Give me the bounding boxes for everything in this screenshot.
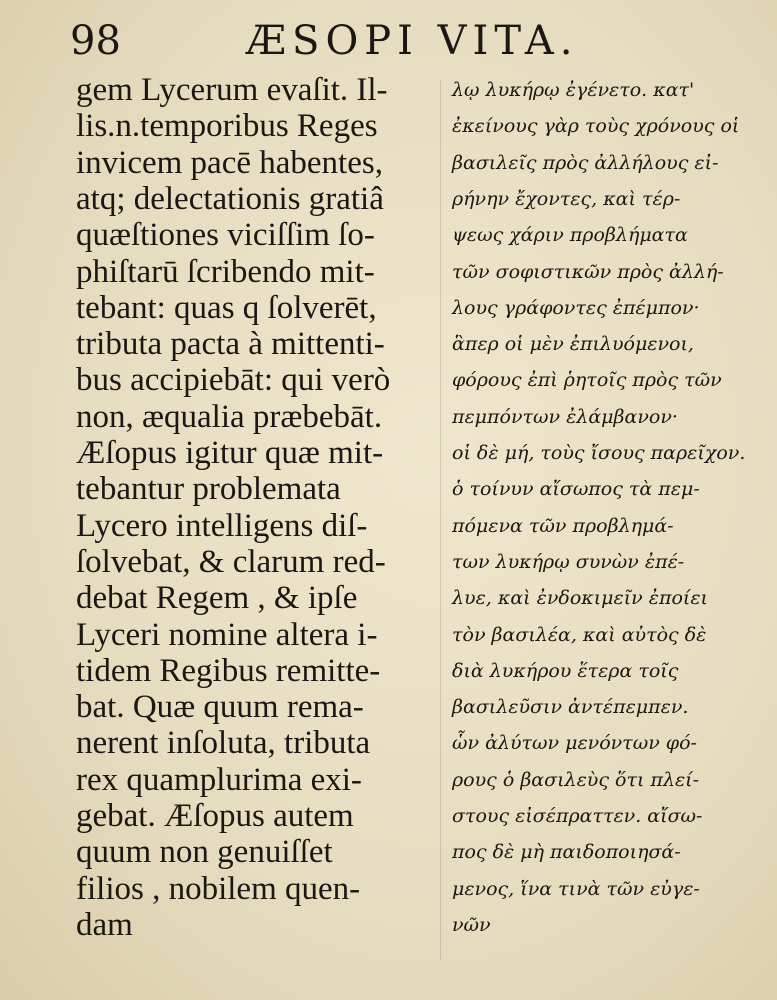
latin-text-line: rex quamplurima exi- <box>76 761 362 798</box>
greek-text-line: λυε, καὶ ἐνδοκιμεῖν ἐποίει <box>452 587 708 610</box>
latin-text-line: lis.n.temporibus Reges <box>76 108 378 145</box>
greek-text-line: τὸν βασιλέα, καὶ αὐτὸς δὲ <box>452 623 707 646</box>
latin-text-line: nerent inſoluta, tributa <box>76 725 371 762</box>
greek-text-line: νῶν <box>452 913 491 936</box>
greek-text-line: ἐκείνους γὰρ τοὺς χρόνους οἱ <box>452 115 740 138</box>
latin-text-line: Lyceri nomine altera i- <box>76 616 378 653</box>
latin-text-line: phiſtarū ſcribendo mit- <box>76 253 375 290</box>
greek-text-line: ρήνην ἔχοντες, καὶ τέρ- <box>452 187 681 210</box>
greek-text-line: οἱ δὲ μή, τοὺς ἴσους παρεῖχον. <box>452 442 746 464</box>
greek-text-line: ἃπερ οἱ μὲν ἐπιλυόμενοι, <box>452 333 694 356</box>
latin-text-line: tidem Regibus remitte- <box>76 652 381 689</box>
latin-text-line: quæſtiones viciſſim ſo- <box>76 217 375 254</box>
greek-text-line: ὧν ἀλύτων μενόντων φό- <box>452 732 697 755</box>
page-header <box>70 14 610 68</box>
page-number: 98 <box>70 18 121 64</box>
greek-text-line: πεμπόντων ἐλάμβανον· <box>452 405 678 428</box>
greek-text-line: των λυκήρῳ συνὼν ἐπέ- <box>452 550 685 573</box>
latin-text-line: ſolvebat, & clarum red- <box>76 543 386 580</box>
latin-text-line: bus accipiebāt: qui verò <box>76 362 391 399</box>
greek-text-line: πόμενα τῶν προβλημά- <box>452 514 674 537</box>
latin-text-line: gem Lycerum evaſit. Il- <box>76 72 388 108</box>
greek-text-line: βασιλεῦσιν ἀντέπεμπεν. <box>452 696 689 719</box>
latin-text-line: tebantur problemata <box>76 471 341 508</box>
latin-text-line: gebat. Æſopus autem <box>76 798 354 834</box>
latin-text-line: invicem pacē habentes, <box>76 144 383 181</box>
latin-text-line: Lycero intelligens diſ- <box>76 507 368 544</box>
greek-text-line: βασιλεῖς πρὸς ἀλλήλους εἰ- <box>452 151 719 174</box>
latin-text-line: dam <box>76 906 133 943</box>
latin-text-line: quum non genuiſſet <box>76 834 333 871</box>
greek-text-line: λῳ λυκήρῳ ἐγένετο. κατ' <box>452 79 695 101</box>
greek-text-line: μενος, ἵνα τινὰ τῶν εὐγε- <box>452 877 700 900</box>
greek-text-line: φόρους ἐπὶ ῥητοῖς πρὸς τῶν <box>452 369 722 392</box>
latin-text-line: tributa pacta à mittenti- <box>76 326 385 363</box>
latin-text-line: Æſopus igitur quæ mit- <box>76 435 384 471</box>
latin-text-line: tebant: quas q ſolverēt, <box>76 289 377 326</box>
running-title: ÆSOPI VITA. <box>246 18 579 64</box>
greek-text-line: λους γράφοντες ἐπέμπον· <box>452 296 700 319</box>
greek-text-line: πος δὲ μὴ παιδοποιησά- <box>452 841 681 864</box>
latin-text-line: bat. Quæ quum rema- <box>76 689 364 726</box>
greek-text-line: διὰ λυκήρου ἕτερα τοῖς <box>452 659 679 682</box>
latin-text-line: debat Regem , & ipſe <box>76 580 358 617</box>
greek-text-line: στους εἰσέπραττεν. αἴσω- <box>452 805 703 827</box>
latin-text-line: filios , nobilem quen- <box>76 870 361 907</box>
latin-text-line: atq; delectationis gratiâ <box>76 180 384 217</box>
greek-text-line: ρους ὁ βασιλεὺς ὅτι πλεί- <box>452 768 700 791</box>
greek-text-line: τῶν σοφιστικῶν πρὸς ἀλλή- <box>452 260 724 283</box>
latin-text-line: non, æqualia præbebāt. <box>76 398 383 435</box>
greek-text-line: ὁ τοίνυν αἴσωπος τὰ πεμ- <box>452 478 700 501</box>
column-gutter <box>440 80 441 960</box>
greek-text-line: ψεως χάριν προβλήματα <box>452 224 688 247</box>
